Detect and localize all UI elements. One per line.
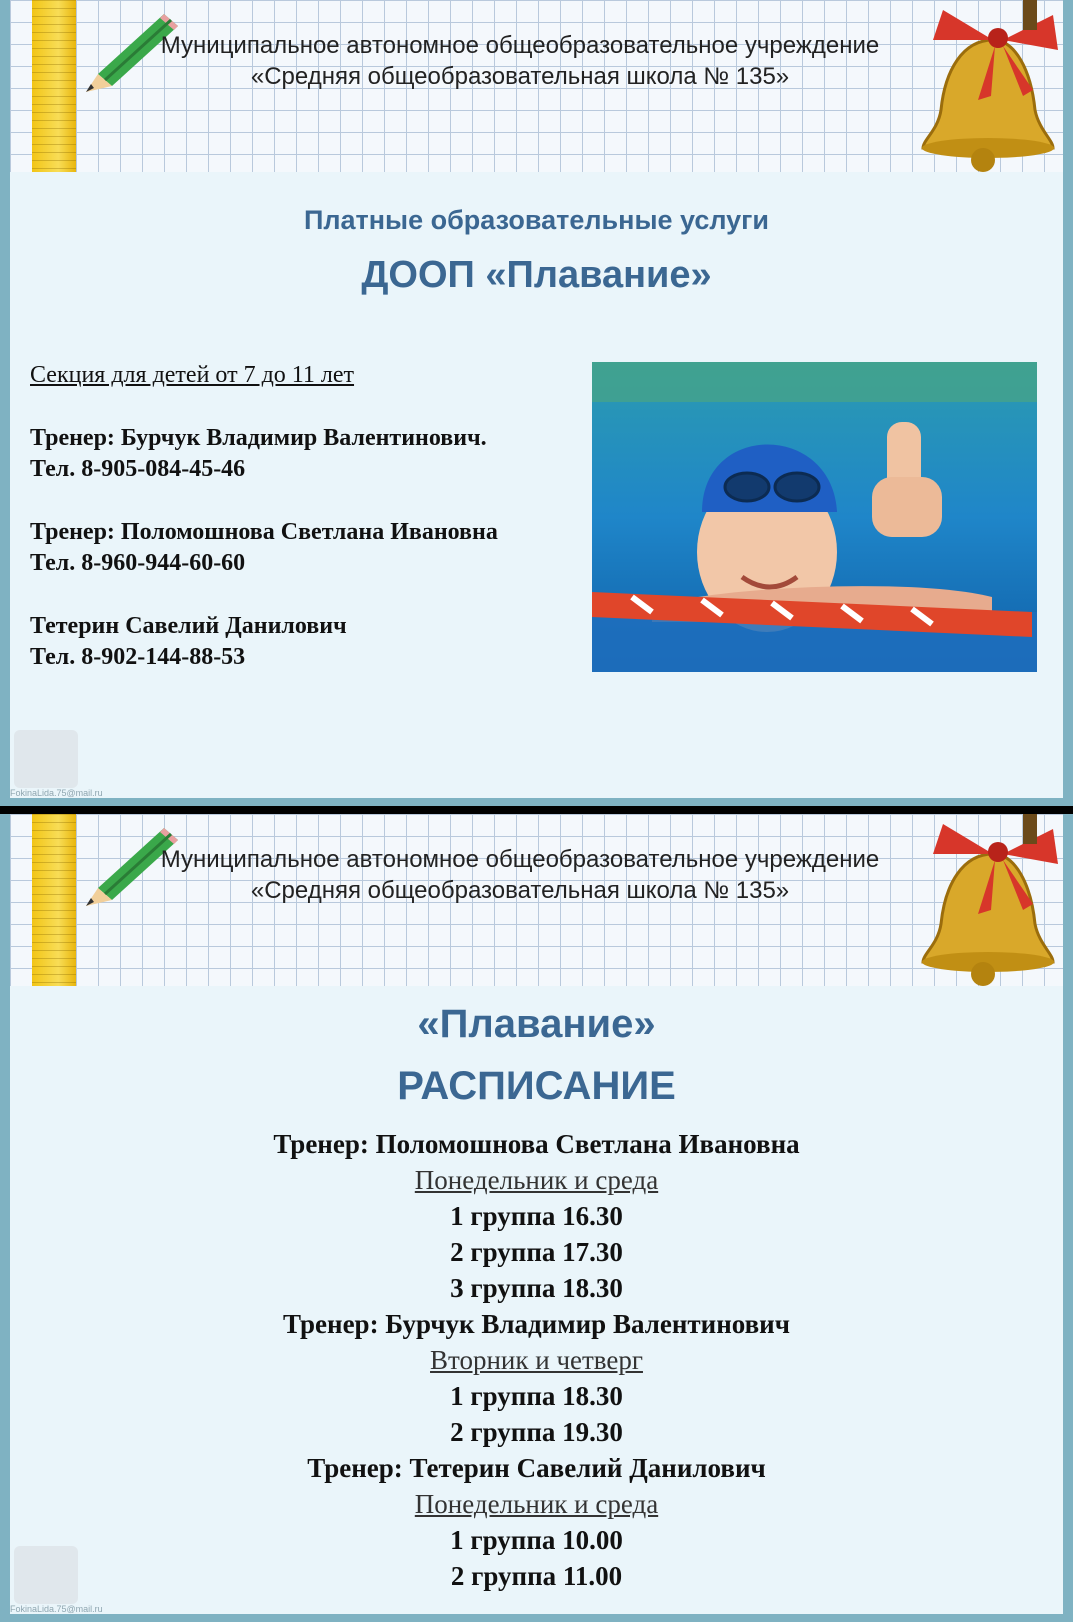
- schedule-group: 2 группа 11.00: [450, 1561, 623, 1591]
- schedule-coach: Тренер: Тетерин Савелий Данилович: [307, 1453, 766, 1483]
- corner-badge: [14, 1546, 78, 1604]
- coach-phone: Тел. 8-905-084-45-46: [30, 456, 246, 482]
- schedule-days: Понедельник и среда: [414, 1165, 659, 1195]
- coach-info: [30, 362, 590, 705]
- slide-1-header: [10, 0, 1063, 172]
- bell-icon: [883, 0, 1063, 172]
- schedule-coach: Тренер: Бурчук Владимир Валентинович: [283, 1309, 790, 1339]
- coach-name: Тренер: Поломошнова Светлана Ивановна: [30, 519, 498, 545]
- slide-2-header: [10, 814, 1063, 986]
- schedule-group: 3 группа 18.30: [450, 1273, 623, 1303]
- schedule: [10, 1126, 1063, 1594]
- coach-name: Тетерин Савелий Данилович: [30, 613, 347, 639]
- schedule-heading: РАСПИСАНИЕ: [397, 1064, 676, 1108]
- schedule-coach: Тренер: Поломошнова Светлана Ивановна: [273, 1129, 800, 1159]
- schedule-days: Вторник и четверг: [430, 1345, 643, 1375]
- slide-title: ДООП «Плавание»: [361, 254, 712, 296]
- slide-subtitle: Платные образовательные услуги: [303, 205, 770, 235]
- slide-title: «Плавание»: [417, 1002, 656, 1046]
- school-name: Муниципальное автономное общеобразовательное учреждение «Средняя общеобразовательная школа № 135»: [160, 32, 880, 90]
- slide-1: [0, 0, 1073, 806]
- coach-name: Тренер: Бурчук Владимир Валентинович.: [30, 425, 487, 451]
- footer-email: FokinaLida.75@mail.ru: [10, 1604, 103, 1614]
- coach-phone: Тел. 8-902-144-88-53: [30, 644, 246, 670]
- schedule-group: 2 группа 19.30: [450, 1417, 623, 1447]
- bell-icon: [883, 814, 1063, 986]
- schedule-days: Понедельник и среда: [414, 1489, 659, 1519]
- slide-2-content: [10, 814, 1063, 1614]
- slide-1-content: [10, 0, 1063, 798]
- coach-block: [30, 517, 590, 579]
- ruler-icon: [32, 0, 76, 172]
- slide-2: [0, 814, 1073, 1622]
- slide-divider: [0, 806, 1073, 814]
- footer-email: FokinaLida.75@mail.ru: [10, 788, 103, 798]
- swimmer-photo: [592, 362, 1037, 672]
- schedule-group: 2 группа 17.30: [450, 1237, 623, 1267]
- coach-phone: Тел. 8-960-944-60-60: [30, 550, 246, 576]
- coach-block: [30, 423, 590, 485]
- school-name: Муниципальное автономное общеобразовательное учреждение «Средняя общеобразовательная школа № 135»: [160, 846, 880, 904]
- coach-block: [30, 611, 590, 673]
- schedule-group: 1 группа 16.30: [450, 1201, 623, 1231]
- schedule-group: 1 группа 10.00: [450, 1525, 623, 1555]
- schedule-group: 1 группа 18.30: [450, 1381, 623, 1411]
- corner-badge: [14, 730, 78, 788]
- age-line: Секция для детей от 7 до 11 лет: [30, 362, 355, 388]
- ruler-icon: [32, 814, 76, 986]
